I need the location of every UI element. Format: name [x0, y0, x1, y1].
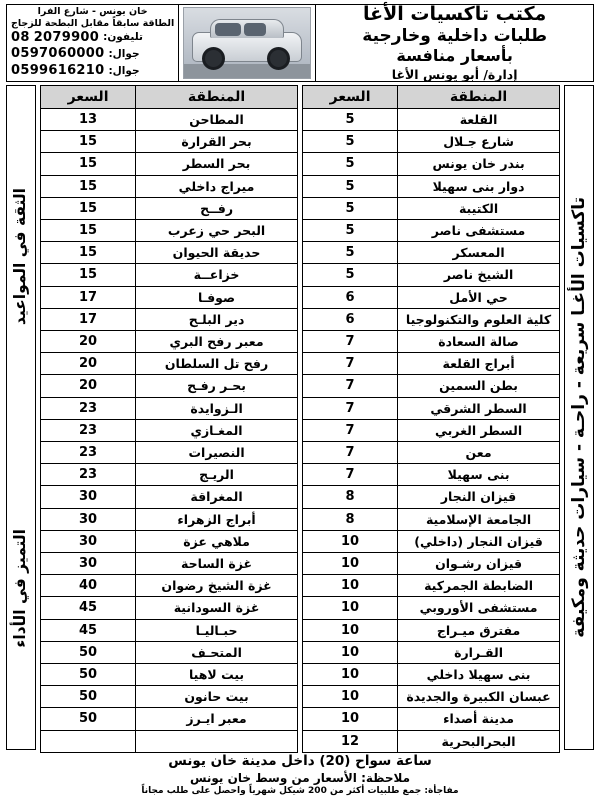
cell-area: بحـر رفـح	[136, 375, 298, 397]
cell-price: 15	[41, 242, 136, 264]
cell-area: شارع جـلال	[398, 131, 560, 153]
cell-price: 12	[303, 730, 398, 752]
header-admin: إدارة/ أبو يونس الأغا	[391, 67, 518, 83]
cell-price: 17	[41, 308, 136, 330]
cell-area: المغراقة	[136, 486, 298, 508]
cell-area: معبر ايـرز	[136, 708, 298, 730]
road-shape	[184, 64, 310, 78]
cell-price: 10	[303, 530, 398, 552]
footer	[6, 753, 594, 798]
column-header-area: المنطقة	[136, 86, 298, 109]
cell-area: مفترق ميـراج	[398, 619, 560, 641]
cell-price: 23	[41, 442, 136, 464]
header	[6, 4, 594, 82]
cell-price: 15	[41, 153, 136, 175]
cell-area: حديقة الحيوان	[136, 242, 298, 264]
cell-price: 15	[41, 175, 136, 197]
cell-price: 7	[303, 419, 398, 441]
table-row	[303, 331, 560, 353]
cell-area: المطاحن	[136, 109, 298, 131]
cell-area: الشيخ ناصر	[398, 264, 560, 286]
side-banner-left-text-2: التميز في الأداء	[11, 528, 30, 648]
contact-mobile-2-number: 0599616210	[11, 63, 105, 79]
cell-price: 50	[41, 708, 136, 730]
cell-area: بيت لاهيا	[136, 664, 298, 686]
cell-area: ملاهي عزة	[136, 530, 298, 552]
cell-price: 30	[41, 486, 136, 508]
cell-price: 8	[303, 508, 398, 530]
cell-area: القلعة	[398, 109, 560, 131]
cell-area: مستشفى ناصر	[398, 220, 560, 242]
table-row	[303, 486, 560, 508]
table-row	[303, 197, 560, 219]
cell-price: 5	[303, 131, 398, 153]
table-row	[41, 708, 298, 730]
table-row	[41, 486, 298, 508]
cell-price: 23	[41, 397, 136, 419]
table-row	[41, 419, 298, 441]
cell-area: حبـاليـا	[136, 619, 298, 641]
table-row	[41, 353, 298, 375]
cell-area: دير البلـح	[136, 308, 298, 330]
header-contact-block	[7, 5, 178, 81]
cell-price: 20	[41, 375, 136, 397]
table-row	[41, 664, 298, 686]
cell-price: 50	[41, 686, 136, 708]
table-row	[41, 375, 298, 397]
table-row	[303, 730, 560, 752]
table-row	[303, 353, 560, 375]
cell-price: 50	[41, 641, 136, 663]
table-row	[41, 641, 298, 663]
table-row	[303, 686, 560, 708]
contact-phone-label: تليفون:	[103, 31, 143, 44]
table-row	[41, 530, 298, 552]
cell-area: دوار بنى سهيلا	[398, 175, 560, 197]
cell-price: 10	[303, 686, 398, 708]
cell-price: 45	[41, 619, 136, 641]
table-row	[41, 397, 298, 419]
table-header-row	[41, 86, 298, 109]
cell-area: الكتيبة	[398, 197, 560, 219]
body-area	[6, 85, 594, 750]
cell-price: 10	[303, 664, 398, 686]
cell-area: خزاعــة	[136, 264, 298, 286]
column-header-price: السعر	[303, 86, 398, 109]
cell-area: النصيرات	[136, 442, 298, 464]
cell-area: بيت حانون	[136, 686, 298, 708]
footer-promo-note: مفاجأة: جمع طلبيات أكثر من 200 شيكل شهرياً واحصل على طلب مجاناً	[141, 786, 459, 797]
cell-area: الـزوايدة	[136, 397, 298, 419]
cell-area: غزة الشيخ رضوان	[136, 575, 298, 597]
cell-price: 5	[303, 264, 398, 286]
table-row	[303, 131, 560, 153]
cell-price: 30	[41, 530, 136, 552]
column-header-area: المنطقة	[398, 86, 560, 109]
cell-area: معبر رفح البري	[136, 331, 298, 353]
cell-area: صوفـا	[136, 286, 298, 308]
table-row	[303, 175, 560, 197]
table-row	[41, 242, 298, 264]
cell-price: 30	[41, 553, 136, 575]
table-row	[41, 331, 298, 353]
header-subtitle: طلبات داخلية وخارجية	[362, 25, 547, 46]
cell-area: رفــح	[136, 197, 298, 219]
cell-area: رفح تل السلطان	[136, 353, 298, 375]
contact-mobile-1-number: 0597060000	[11, 46, 105, 62]
cell-area: الريـج	[136, 464, 298, 486]
cell-price: 6	[303, 308, 398, 330]
cell-area: بحر السطر	[136, 153, 298, 175]
cell-price: 15	[41, 131, 136, 153]
cell-price: 15	[41, 197, 136, 219]
cell-price: 20	[41, 353, 136, 375]
column-header-price: السعر	[41, 86, 136, 109]
footer-price-note: ملاحظة: الأسعار من وسط خان يونس	[189, 770, 411, 785]
table-row	[41, 619, 298, 641]
table-row	[303, 464, 560, 486]
cell-area	[136, 730, 298, 752]
cell-area: مدينة أصداء	[398, 708, 560, 730]
cell-price: 10	[303, 575, 398, 597]
cell-area: القـرارة	[398, 641, 560, 663]
cell-price: 5	[303, 109, 398, 131]
cell-price: 20	[41, 331, 136, 353]
cell-price: 5	[303, 153, 398, 175]
cell-price: 7	[303, 397, 398, 419]
cell-area: المغـازي	[136, 419, 298, 441]
table-row	[303, 375, 560, 397]
cell-price: 10	[303, 553, 398, 575]
cell-area: السطر الشرقي	[398, 397, 560, 419]
cell-price: 23	[41, 419, 136, 441]
table-row	[41, 597, 298, 619]
cell-area: غزة الساحة	[136, 553, 298, 575]
side-banner-left-text-1: الثقة في المواعيد	[11, 187, 30, 325]
table-row	[303, 264, 560, 286]
cell-area: حي الأمل	[398, 286, 560, 308]
table-row	[303, 553, 560, 575]
table-row	[303, 109, 560, 131]
table-header-row	[303, 86, 560, 109]
cell-price: 8	[303, 486, 398, 508]
table-row	[303, 286, 560, 308]
table-row	[303, 419, 560, 441]
table-row	[303, 442, 560, 464]
table-row	[303, 530, 560, 552]
table-row	[303, 664, 560, 686]
table-row	[303, 220, 560, 242]
cell-area: مستشفى الأوروبي	[398, 597, 560, 619]
price-table-left	[40, 85, 298, 753]
table-row	[41, 220, 298, 242]
table-row	[41, 175, 298, 197]
table-row	[41, 286, 298, 308]
cell-area: الجامعة الإسلامية	[398, 508, 560, 530]
header-subtitle-2: بأسعار منافسة	[396, 46, 513, 66]
cell-price: 15	[41, 220, 136, 242]
header-title-block	[316, 2, 593, 83]
cell-price: 10	[303, 597, 398, 619]
side-banner-right	[564, 85, 594, 750]
cell-price: 13	[41, 109, 136, 131]
cell-price: 40	[41, 575, 136, 597]
cell-price: 7	[303, 464, 398, 486]
cell-price: 7	[303, 375, 398, 397]
address-line-2: الطاقة سابقاً مقابل البطحة للزجاج	[11, 17, 175, 29]
table-row	[41, 264, 298, 286]
car-window-rear-icon	[244, 23, 266, 36]
table-row	[41, 575, 298, 597]
cell-price: 5	[303, 220, 398, 242]
cell-area: معن	[398, 442, 560, 464]
table-row	[303, 242, 560, 264]
table-row	[41, 442, 298, 464]
table-row	[41, 153, 298, 175]
cell-price: 7	[303, 442, 398, 464]
contact-mobile-2	[11, 63, 174, 80]
price-tables	[40, 85, 560, 750]
cell-area: قيزان رشـوان	[398, 553, 560, 575]
cell-price: 5	[303, 242, 398, 264]
cell-area: السطر الغربي	[398, 419, 560, 441]
page-title: مكتب تاكسيات الأغا	[362, 2, 547, 25]
cell-price: 15	[41, 264, 136, 286]
table-row	[303, 597, 560, 619]
cell-area: أبراج الزهراء	[136, 508, 298, 530]
contact-mobile-1	[11, 46, 174, 63]
side-banner-left	[6, 85, 36, 750]
table-row	[303, 397, 560, 419]
cell-area: صالة السعادة	[398, 331, 560, 353]
table-row	[303, 619, 560, 641]
cell-area: بندر خان يونس	[398, 153, 560, 175]
cell-price: 7	[303, 331, 398, 353]
table-row	[303, 308, 560, 330]
cell-price: 5	[303, 175, 398, 197]
price-table-right	[302, 85, 560, 753]
car-image	[178, 5, 316, 81]
car-window-front-icon	[215, 23, 241, 36]
cell-price: 23	[41, 464, 136, 486]
cell-price: 7	[303, 353, 398, 375]
table-row	[41, 109, 298, 131]
cell-area: قيزان النجار	[398, 486, 560, 508]
table-row	[41, 553, 298, 575]
table-row	[41, 131, 298, 153]
cell-area: بنى سهيلا داخلي	[398, 664, 560, 686]
footer-tour-note: ساعة سواح (20) داخل مدينة خان يونس	[168, 753, 432, 770]
table-row	[41, 197, 298, 219]
cell-price: 50	[41, 664, 136, 686]
cell-area: عبسان الكبيرة والجديدة	[398, 686, 560, 708]
table-row	[303, 708, 560, 730]
cell-area: ميراج داخلي	[136, 175, 298, 197]
cell-area: بطن السمين	[398, 375, 560, 397]
car-photo	[183, 7, 311, 79]
address-line-1: خان يونس - شارع الفرا	[37, 5, 148, 17]
cell-area: كلية العلوم والتكنولوجيا	[398, 308, 560, 330]
table-row	[41, 308, 298, 330]
table-row	[41, 464, 298, 486]
cell-area: المتحـف	[136, 641, 298, 663]
table-row	[41, 508, 298, 530]
table-row	[41, 686, 298, 708]
price-table-right-body	[303, 109, 560, 753]
cell-price: 10	[303, 708, 398, 730]
table-row	[41, 730, 298, 752]
table-row	[303, 575, 560, 597]
cell-area: بنى سهيلا	[398, 464, 560, 486]
table-row	[303, 641, 560, 663]
cell-area: البحرالبحرية	[398, 730, 560, 752]
contact-phone-prefix: 08	[11, 29, 30, 45]
contact-phone-number: 2079900	[33, 29, 100, 45]
cell-price: 6	[303, 286, 398, 308]
table-row	[303, 508, 560, 530]
cell-area: الضابطة الجمركية	[398, 575, 560, 597]
side-banner-right-text: تاكسيات الأغـا سريعة - راحـة - سيارات حديثة ومكيفة	[568, 197, 589, 638]
cell-area: أبراج القلعة	[398, 353, 560, 375]
cell-price: 5	[303, 197, 398, 219]
cell-price: 10	[303, 641, 398, 663]
cell-price: 10	[303, 619, 398, 641]
cell-price: 45	[41, 597, 136, 619]
price-table-left-body	[41, 109, 298, 753]
contact-mobile-1-label: جوال:	[108, 48, 140, 61]
cell-price	[41, 730, 136, 752]
cell-price: 17	[41, 286, 136, 308]
cell-area: قيزان النجار (داخلي)	[398, 530, 560, 552]
cell-area: البحر حي زعرب	[136, 220, 298, 242]
cell-price: 30	[41, 508, 136, 530]
contact-phone	[11, 30, 174, 47]
cell-area: المعسكر	[398, 242, 560, 264]
cell-area: غزة السودانية	[136, 597, 298, 619]
contact-mobile-2-label: جوال:	[108, 64, 140, 77]
cell-area: بحر القرارة	[136, 131, 298, 153]
table-row	[303, 153, 560, 175]
